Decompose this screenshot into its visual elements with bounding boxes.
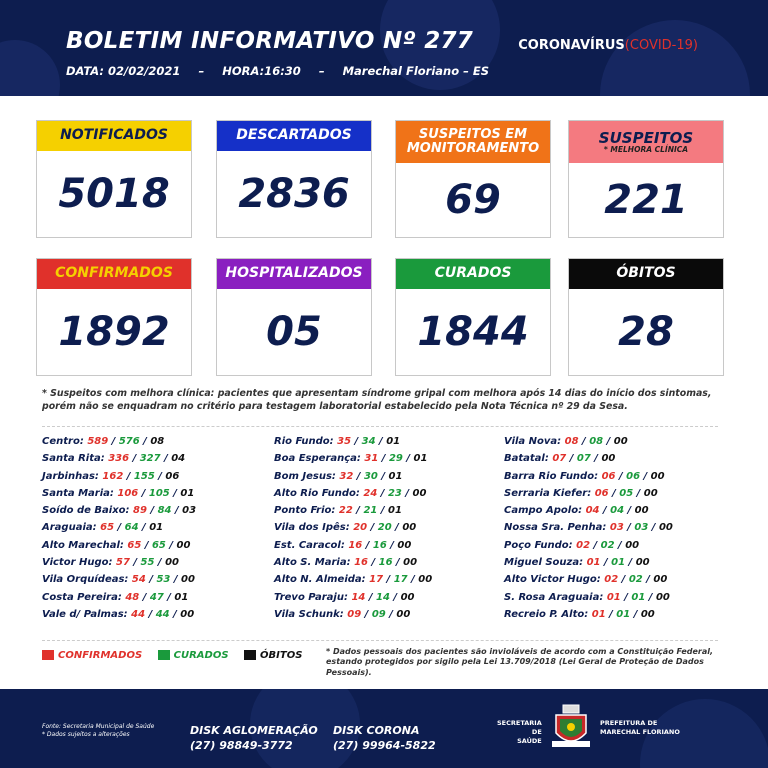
deaths-count: 00 bbox=[640, 608, 655, 620]
confirmed-count: 03 bbox=[609, 522, 624, 534]
locality-name: Centro: bbox=[42, 436, 84, 447]
card-value: 28 bbox=[618, 309, 674, 355]
deaths-count: 08 bbox=[150, 436, 165, 447]
locality-row: Est. Caracol: 16 / 16 / 00 bbox=[274, 539, 412, 551]
bulletin-title: BOLETIM INFORMATIVO Nº 277 bbox=[66, 28, 474, 54]
locality-row: Poço Fundo: 02 / 02 / 00 bbox=[504, 539, 640, 551]
card-obitos bbox=[568, 258, 724, 376]
deaths-count: 00 bbox=[658, 522, 673, 534]
locality-name: Santa Rita: bbox=[42, 453, 105, 465]
legend-confirmed: CONFIRMADOS bbox=[42, 650, 142, 661]
black-swatch bbox=[244, 650, 256, 660]
card-hospitalizados bbox=[216, 258, 372, 376]
cured-count: 17 bbox=[393, 574, 408, 586]
confirmed-count: 14 bbox=[351, 591, 366, 603]
cured-count: 01 bbox=[611, 557, 626, 569]
locality-name: Araguaia: bbox=[42, 522, 97, 534]
disk-phone: (27) 99964-5822 bbox=[333, 739, 436, 753]
privacy-note: * Dados pessoais dos pacientes são invioláveis de acordo com a Constituição Federal, estando protegidos por sigilo pela Lei 13.709/2018 (Lei Geral de Proteção de Dados Pessoais). bbox=[326, 647, 714, 677]
deaths-count: 01 bbox=[174, 591, 189, 603]
locality-row: Jarbinhas: 162 / 155 / 06 bbox=[42, 470, 180, 482]
confirmed-count: 54 bbox=[131, 574, 146, 586]
divider bbox=[42, 640, 718, 641]
deaths-count: 00 bbox=[634, 505, 649, 517]
card-label: DESCARTADOS bbox=[217, 121, 371, 151]
locality-row: S. Rosa Araguaia: 01 / 01 / 00 bbox=[504, 591, 670, 603]
bulletin-time: HORA:16:30 bbox=[222, 64, 301, 78]
cured-count: 44 bbox=[155, 608, 170, 620]
confirmed-count: 31 bbox=[364, 453, 379, 465]
city-crest-icon bbox=[550, 703, 592, 751]
locality-name: Vila Orquídeas: bbox=[42, 574, 129, 586]
locality-row: Alto Victor Hugo: 02 / 02 / 00 bbox=[504, 574, 668, 586]
cured-count: 105 bbox=[148, 487, 170, 499]
clinical-note: * Suspeitos com melhora clínica: pacientes que apresentam síndrome gripal com melhora após 14 dias do início dos sintomas, porém não se enquadram no critério para testagem laboratorial estabelecido pela Nota Técnica nº 29 da Sesa. bbox=[42, 388, 712, 412]
locality-name: Barra Rio Fundo: bbox=[504, 470, 599, 482]
locality-row: Barra Rio Fundo: 06 / 06 / 00 bbox=[504, 470, 665, 482]
locality-row: Rio Fundo: 35 / 34 / 01 bbox=[274, 436, 401, 447]
locality-name: Rio Fundo: bbox=[274, 436, 334, 447]
card-label: ÓBITOS bbox=[569, 259, 723, 289]
cured-count: 01 bbox=[616, 608, 631, 620]
bulletin-date: DATA: 02/02/2021 bbox=[66, 64, 181, 78]
cured-count: 14 bbox=[376, 591, 390, 603]
cured-count: 05 bbox=[619, 487, 634, 499]
deaths-count: 00 bbox=[418, 574, 433, 586]
deaths-count: 00 bbox=[176, 539, 191, 551]
locality-row: Trevo Paraju: 14 / 14 / 00 bbox=[274, 591, 415, 603]
card-label: SUSPEITOS * MELHORA CLÍNICA bbox=[569, 121, 723, 163]
confirmed-count: 24 bbox=[363, 487, 378, 499]
locality-name: Santa Maria: bbox=[42, 487, 114, 499]
confirmed-count: 02 bbox=[604, 574, 619, 586]
legend-deaths: ÓBITOS bbox=[244, 650, 302, 661]
cured-count: 23 bbox=[387, 487, 402, 499]
confirmed-count: 20 bbox=[353, 522, 368, 534]
locality-name: Vila Nova: bbox=[504, 436, 562, 447]
cured-count: 53 bbox=[156, 574, 171, 586]
card-value: 1844 bbox=[417, 309, 529, 355]
confirmed-count: 16 bbox=[348, 539, 363, 551]
cured-count: 30 bbox=[363, 470, 378, 482]
confirmed-count: 01 bbox=[606, 591, 621, 603]
locality-name: Poço Fundo: bbox=[504, 539, 573, 551]
locality-row: Vila Schunk: 09 / 09 / 00 bbox=[274, 608, 411, 620]
disk-aglomeracao bbox=[190, 723, 318, 754]
locality-row: Vila dos Ipês: 20 / 20 / 00 bbox=[274, 522, 417, 534]
locality-name: Serraria Kiefer: bbox=[504, 487, 592, 499]
bulletin-city: Marechal Floriano – ES bbox=[342, 64, 490, 78]
card-value: 69 bbox=[445, 177, 501, 223]
card-suspeitos-monitoramento bbox=[395, 120, 551, 238]
locality-name: Alto Victor Hugo: bbox=[504, 574, 601, 586]
deaths-count: 03 bbox=[182, 505, 197, 517]
locality-row: Miguel Souza: 01 / 01 / 00 bbox=[504, 557, 650, 569]
cured-count: 34 bbox=[361, 436, 376, 447]
confirmed-count: 32 bbox=[339, 470, 354, 482]
locality-row: Ponto Frio: 22 / 21 / 01 bbox=[274, 505, 402, 517]
locality-name: Alto Rio Fundo: bbox=[274, 487, 360, 499]
cured-count: 09 bbox=[371, 608, 386, 620]
confirmed-count: 17 bbox=[369, 574, 384, 586]
locality-row: Vale d/ Palmas: 44 / 44 / 00 bbox=[42, 608, 195, 620]
locality-row: Araguaia: 65 / 64 / 01 bbox=[42, 522, 164, 534]
cured-count: 16 bbox=[372, 539, 387, 551]
deaths-count: 00 bbox=[643, 487, 658, 499]
confirmed-count: 09 bbox=[347, 608, 362, 620]
deaths-count: 00 bbox=[635, 557, 650, 569]
confirmed-count: 65 bbox=[127, 539, 142, 551]
locality-row: Centro: 589 / 576 / 08 bbox=[42, 436, 165, 447]
locality-row: Campo Apolo: 04 / 04 / 00 bbox=[504, 505, 649, 517]
disk-title: DISK CORONA bbox=[333, 724, 420, 737]
confirmed-count: 162 bbox=[102, 470, 124, 482]
locality-name: Nossa Sra. Penha: bbox=[504, 522, 607, 534]
locality-row: Batatal: 07 / 07 / 00 bbox=[504, 453, 616, 465]
separator: – bbox=[318, 64, 325, 78]
locality-column-1 bbox=[42, 436, 262, 626]
confirmed-count: 04 bbox=[585, 505, 600, 517]
card-suspeitos-melhora bbox=[568, 120, 724, 238]
locality-name: Est. Caracol: bbox=[274, 539, 345, 551]
card-label: NOTIFICADOS bbox=[37, 121, 191, 151]
confirmed-count: 08 bbox=[564, 436, 579, 447]
card-value: 2836 bbox=[238, 171, 350, 217]
locality-name: Bom Jesus: bbox=[274, 470, 336, 482]
locality-column-2 bbox=[274, 436, 494, 626]
confirmed-count: 589 bbox=[87, 436, 109, 447]
locality-row: Nossa Sra. Penha: 03 / 03 / 00 bbox=[504, 522, 673, 534]
deaths-count: 00 bbox=[625, 539, 640, 551]
confirmed-count: 06 bbox=[601, 470, 616, 482]
locality-name: Boa Esperança: bbox=[274, 453, 361, 465]
deaths-count: 00 bbox=[403, 557, 418, 569]
locality-name: Vila dos Ipês: bbox=[274, 522, 350, 534]
covid-main-label: CORONAVÍRUS bbox=[518, 38, 625, 53]
deaths-count: 00 bbox=[180, 608, 195, 620]
cured-count: 55 bbox=[140, 557, 155, 569]
bulletin-subline bbox=[66, 64, 503, 78]
red-swatch bbox=[42, 650, 54, 660]
source-note: Fonte: Secretaria Municipal de Saúde * Dados sujeitos a alterações bbox=[42, 723, 155, 739]
locality-name: S. Rosa Araguaia: bbox=[504, 591, 604, 603]
divider bbox=[42, 426, 718, 427]
locality-row: Recreio P. Alto: 01 / 01 / 00 bbox=[504, 608, 655, 620]
locality-name: Batatal: bbox=[504, 453, 549, 465]
cured-count: 29 bbox=[388, 453, 403, 465]
deaths-count: 00 bbox=[165, 557, 179, 569]
deaths-count: 00 bbox=[650, 470, 665, 482]
card-label: CURADOS bbox=[396, 259, 550, 289]
covid-tag bbox=[518, 38, 698, 53]
deaths-count: 06 bbox=[165, 470, 180, 482]
locality-name: Costa Pereira: bbox=[42, 591, 122, 603]
locality-name: Ponto Frio: bbox=[274, 505, 336, 517]
deaths-count: 01 bbox=[386, 436, 401, 447]
locality-row: Bom Jesus: 32 / 30 / 01 bbox=[274, 470, 403, 482]
confirmed-count: 44 bbox=[131, 608, 146, 620]
locality-row: Victor Hugo: 57 / 55 / 00 bbox=[42, 557, 179, 569]
confirmed-count: 01 bbox=[591, 608, 606, 620]
confirmed-count: 07 bbox=[552, 453, 567, 465]
deaths-count: 00 bbox=[412, 487, 427, 499]
confirmed-count: 06 bbox=[594, 487, 609, 499]
cured-count: 03 bbox=[634, 522, 649, 534]
deaths-count: 01 bbox=[149, 522, 164, 534]
health-secretariat-label: SECRETARIA DE SAÚDE bbox=[497, 719, 542, 745]
cured-count: 16 bbox=[378, 557, 393, 569]
card-label: CONFIRMADOS bbox=[37, 259, 191, 289]
confirmed-count: 48 bbox=[125, 591, 140, 603]
locality-name: Alto N. Almeida: bbox=[274, 574, 366, 586]
card-label: SUSPEITOS EM MONITORAMENTO bbox=[396, 121, 550, 163]
cured-count: 04 bbox=[610, 505, 625, 517]
locality-row: Alto Rio Fundo: 24 / 23 / 00 bbox=[274, 487, 427, 499]
locality-name: Alto S. Maria: bbox=[274, 557, 351, 569]
cured-count: 20 bbox=[377, 522, 392, 534]
cured-count: 65 bbox=[151, 539, 166, 551]
deaths-count: 00 bbox=[402, 522, 417, 534]
locality-row: Vila Orquídeas: 54 / 53 / 00 bbox=[42, 574, 195, 586]
card-value: 05 bbox=[266, 309, 322, 355]
locality-row: Serraria Kiefer: 06 / 05 / 00 bbox=[504, 487, 658, 499]
confirmed-count: 02 bbox=[576, 539, 591, 551]
deaths-count: 01 bbox=[413, 453, 428, 465]
cured-count: 576 bbox=[118, 436, 140, 447]
separator: – bbox=[198, 64, 205, 78]
prefecture-label: PREFEITURA DE MARECHAL FLORIANO bbox=[600, 719, 680, 736]
card-label: HOSPITALIZADOS bbox=[217, 259, 371, 289]
locality-column-3 bbox=[504, 436, 724, 626]
deaths-count: 00 bbox=[181, 574, 195, 586]
card-value: 1892 bbox=[58, 309, 170, 355]
legend-cured: CURADOS bbox=[158, 650, 229, 661]
locality-name: Campo Apolo: bbox=[504, 505, 583, 517]
confirmed-count: 35 bbox=[337, 436, 352, 447]
cured-count: 07 bbox=[576, 453, 591, 465]
locality-row: Soído de Baixo: 89 / 84 / 03 bbox=[42, 505, 197, 517]
cured-count: 01 bbox=[631, 591, 646, 603]
cured-count: 327 bbox=[139, 453, 161, 465]
cured-count: 02 bbox=[600, 539, 615, 551]
locality-row: Costa Pereira: 48 / 47 / 01 bbox=[42, 591, 189, 603]
deaths-count: 01 bbox=[388, 505, 402, 517]
confirmed-count: 65 bbox=[100, 522, 115, 534]
confirmed-count: 106 bbox=[117, 487, 139, 499]
cured-count: 21 bbox=[363, 505, 378, 517]
cured-count: 47 bbox=[149, 591, 164, 603]
deaths-count: 00 bbox=[653, 574, 668, 586]
green-swatch bbox=[158, 650, 170, 660]
locality-row: Alto N. Almeida: 17 / 17 / 00 bbox=[274, 574, 433, 586]
locality-name: Jarbinhas: bbox=[42, 470, 99, 482]
confirmed-count: 57 bbox=[115, 557, 130, 569]
confirmed-count: 336 bbox=[108, 453, 130, 465]
disk-corona bbox=[333, 723, 436, 754]
locality-name: Vale d/ Palmas: bbox=[42, 608, 128, 620]
cured-count: 64 bbox=[124, 522, 139, 534]
deaths-count: 00 bbox=[601, 453, 616, 465]
card-curados bbox=[395, 258, 551, 376]
locality-row: Alto Marechal: 65 / 65 / 00 bbox=[42, 539, 191, 551]
locality-name: Victor Hugo: bbox=[42, 557, 113, 569]
confirmed-count: 16 bbox=[354, 557, 368, 569]
locality-name: Soído de Baixo: bbox=[42, 505, 130, 517]
deaths-count: 00 bbox=[400, 591, 415, 603]
cured-count: 08 bbox=[589, 436, 604, 447]
locality-name: Recreio P. Alto: bbox=[504, 608, 589, 620]
deaths-count: 01 bbox=[180, 487, 195, 499]
card-value: 221 bbox=[604, 177, 688, 223]
confirmed-count: 01 bbox=[586, 557, 601, 569]
deaths-count: 00 bbox=[613, 436, 628, 447]
locality-name: Trevo Paraju: bbox=[274, 591, 348, 603]
deaths-count: 04 bbox=[171, 453, 186, 465]
deaths-count: 00 bbox=[397, 539, 412, 551]
deaths-count: 00 bbox=[655, 591, 670, 603]
locality-row: Boa Esperança: 31 / 29 / 01 bbox=[274, 453, 428, 465]
locality-row: Alto S. Maria: 16 / 16 / 00 bbox=[274, 557, 418, 569]
card-descartados bbox=[216, 120, 372, 238]
card-confirmados bbox=[36, 258, 192, 376]
locality-row: Vila Nova: 08 / 08 / 00 bbox=[504, 436, 628, 447]
locality-row: Santa Rita: 336 / 327 / 04 bbox=[42, 453, 186, 465]
disk-title: DISK AGLOMERAÇÃO bbox=[190, 724, 318, 737]
covid-sub-label: (COVID-19) bbox=[624, 38, 698, 53]
header-banner bbox=[0, 0, 768, 96]
deaths-count: 01 bbox=[388, 470, 403, 482]
legend bbox=[42, 650, 314, 661]
locality-name: Vila Schunk: bbox=[274, 608, 344, 620]
locality-name: Miguel Souza: bbox=[504, 557, 584, 569]
confirmed-count: 89 bbox=[133, 505, 147, 517]
locality-name: Alto Marechal: bbox=[42, 539, 124, 551]
deaths-count: 00 bbox=[396, 608, 411, 620]
card-value: 5018 bbox=[58, 171, 170, 217]
cured-count: 155 bbox=[133, 470, 155, 482]
cured-count: 06 bbox=[626, 470, 641, 482]
card-notificados bbox=[36, 120, 192, 238]
locality-row: Santa Maria: 106 / 105 / 01 bbox=[42, 487, 195, 499]
cured-count: 02 bbox=[628, 574, 643, 586]
disk-phone: (27) 98849-3772 bbox=[190, 739, 293, 753]
confirmed-count: 22 bbox=[338, 505, 353, 517]
footer-banner bbox=[0, 689, 768, 768]
cured-count: 84 bbox=[157, 505, 172, 517]
